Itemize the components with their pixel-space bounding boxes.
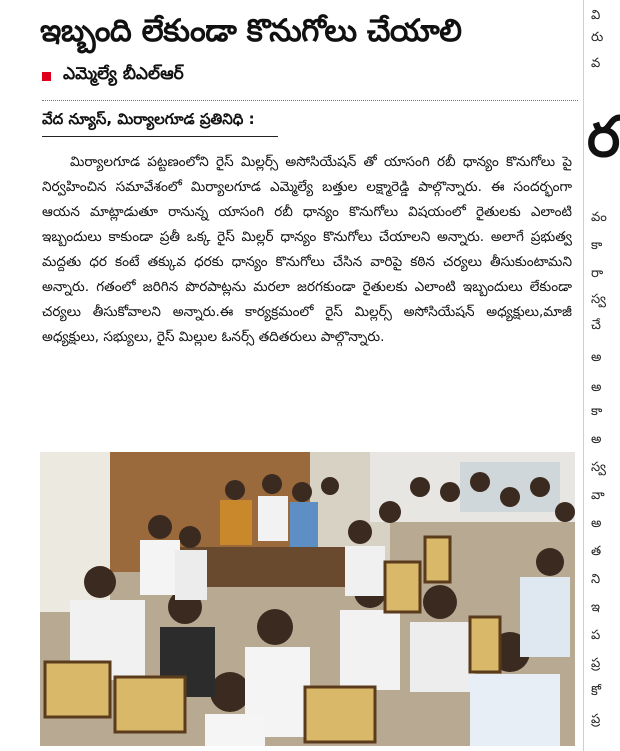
article-body [42, 150, 572, 350]
side-column-fragment: వి [591, 8, 601, 23]
side-column-fragment: ప్ర [591, 656, 601, 671]
side-column [589, 0, 609, 751]
red-bullet-icon [42, 72, 51, 81]
side-column-fragment: కా [591, 404, 603, 419]
side-column-fragment: ప్ర [591, 712, 601, 727]
side-column-fragment: అ [591, 432, 602, 447]
meeting-photo [40, 452, 575, 746]
side-column-fragment: కో [591, 684, 602, 699]
side-column-fragment: అ [591, 350, 602, 365]
side-column-fragment: రా [591, 266, 604, 281]
side-column-fragment: త [591, 544, 602, 559]
side-column-fragment: అ [591, 380, 602, 395]
dotted-divider [42, 100, 578, 101]
side-column-fragment: వ [591, 56, 601, 71]
dateline: వేద న్యూస్, మిర్యాలగూడ ప్రతినిధి : [42, 110, 255, 128]
byline-row [42, 64, 184, 88]
side-column-fragment: వా [591, 488, 605, 503]
byline: ఎమ్మెల్యే బీఎల్ఆర్ [63, 64, 184, 84]
side-column-fragment: స్వ [591, 460, 606, 475]
meeting-photo-illustration [40, 452, 575, 746]
side-column-fragment: ప [591, 628, 601, 643]
side-column-fragment: అ [591, 516, 602, 531]
side-column-fragment: కా [591, 238, 603, 253]
side-column-fragment: ఇ [591, 600, 600, 615]
side-column-fragment: చే [591, 318, 601, 333]
side-column-fragment: ని [591, 572, 601, 587]
side-column-fragment: వం [591, 210, 607, 225]
dateline-underline [42, 136, 278, 137]
side-column-fragment: స్వ [591, 292, 606, 307]
side-column-fragment: రు [591, 30, 604, 45]
article-headline: ఇబ్బంది లేకుండా కొనుగోలు చేయాలి [40, 13, 462, 49]
article-paragraph: మిర్యాలగూడ పట్టణంలోని రైస్ మిల్లర్స్ అసోసియేషన్ తో యాసంగి రబీ ధాన్యం కొనుగోలు పై నిర్వహించిన సమావేశంలో మిర్యాలగూడ ఎమ్మెల్యే బత్తుల లక్ష్మారెడ్డి పాల్గొన్నారు. ఈ సందర్భంగా ఆయన మాట్లాడుతూ రానున్న యాసంగి రబీ ధాన్యం కొనుగోలు విషయంలో రైతులకు ఎలాంటి ఇబ్బందులు కాకుండా ప్రతీ ఒక్క రైస్ మిల్లర్ ధాన్యం కొనుగోలు చేయాలని అన్నారు. అలాగే ప్రభుత్వ మద్దతు ధర కంటే తక్కువ ధరకు ధాన్యం కొనుగోలు చేసిన వారిపై కఠిన చర్యలు తీసుకుంటామని అన్నారు. గతంలో జరిగిన పొరపాట్లను మరలా జరగకుండా రైతులకు ఎలాంటి ఇబ్బందులు లేకుండా చర్యలు తీసుకోవాలని అన్నారు.ఈ కార్యక్రమంలో రైస్ మిల్లర్స్ అసోసియేషన్ అధ్యక్షులు,మాజీ అధ్యక్షులు, సభ్యులు, రైస్ మిల్లుల ఓనర్స్ తదితరులు పాల్గొన్నారు. [42, 154, 572, 345]
column-divider [583, 0, 584, 751]
side-column-big-letter: ర [587, 105, 620, 170]
